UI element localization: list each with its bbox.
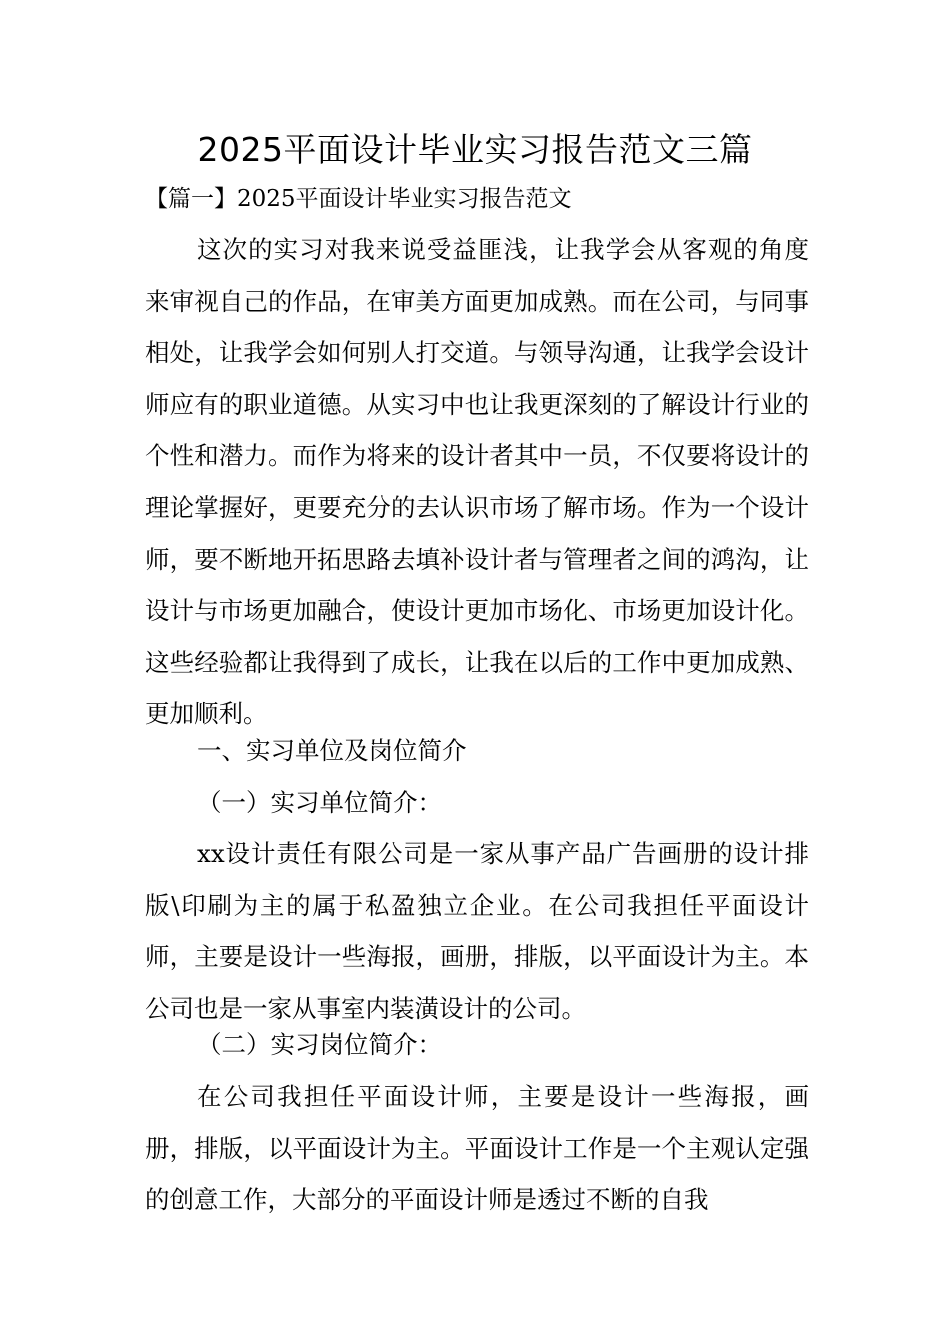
paragraph-position: 在公司我担任平面设计师，主要是设计一些海报，画册，排版，以平面设计为主。平面设计工作是一个主观认定强的创意工作，大部分的平面设计师是透过不断的自我	[145, 1082, 809, 1215]
heading-unit-and-position: 一、实习单位及岗位简介	[197, 736, 467, 765]
paragraph-intro: 这次的实习对我来说受益匪浅，让我学会从客观的角度来审视自己的作品，在审美方面更加成熟。而在公司，与同事相处，让我学会如何别人打交道。与领导沟通，让我学会设计师应有的职业道德。从实习中也让我更深刻的了解设计行业的个性和潜力。而作为将来的设计者其中一员，不仅要将设计的理论掌握好，更要充分的去认识市场了解市场。作为一个设计师，要不断地开拓思路去填补设计者与管理者之间的鸿沟，让设计与市场更加融合，使设计更加市场化、市场更加设计化。这些经验都让我得到了成长，让我在以后的工作中更加成熟、更加顺利。	[145, 235, 809, 729]
heading-position-intro: （二）实习岗位简介：	[197, 1030, 442, 1059]
heading-unit-intro: （一）实习单位简介：	[197, 788, 442, 817]
section-heading: 【篇一】2025平面设计毕业实习报告范文	[145, 186, 572, 212]
paragraph-company: xx设计责任有限公司是一家从事产品广告画册的设计排版\印刷为主的属于私盈独立企业。在公司我担任平面设计师，主要是设计一些海报，画册，排版，以平面设计为主。本公司也是一家从事室内装潢设计的公司。	[145, 839, 809, 1023]
document-title: 2025平面设计毕业实习报告范文三篇	[197, 130, 753, 169]
